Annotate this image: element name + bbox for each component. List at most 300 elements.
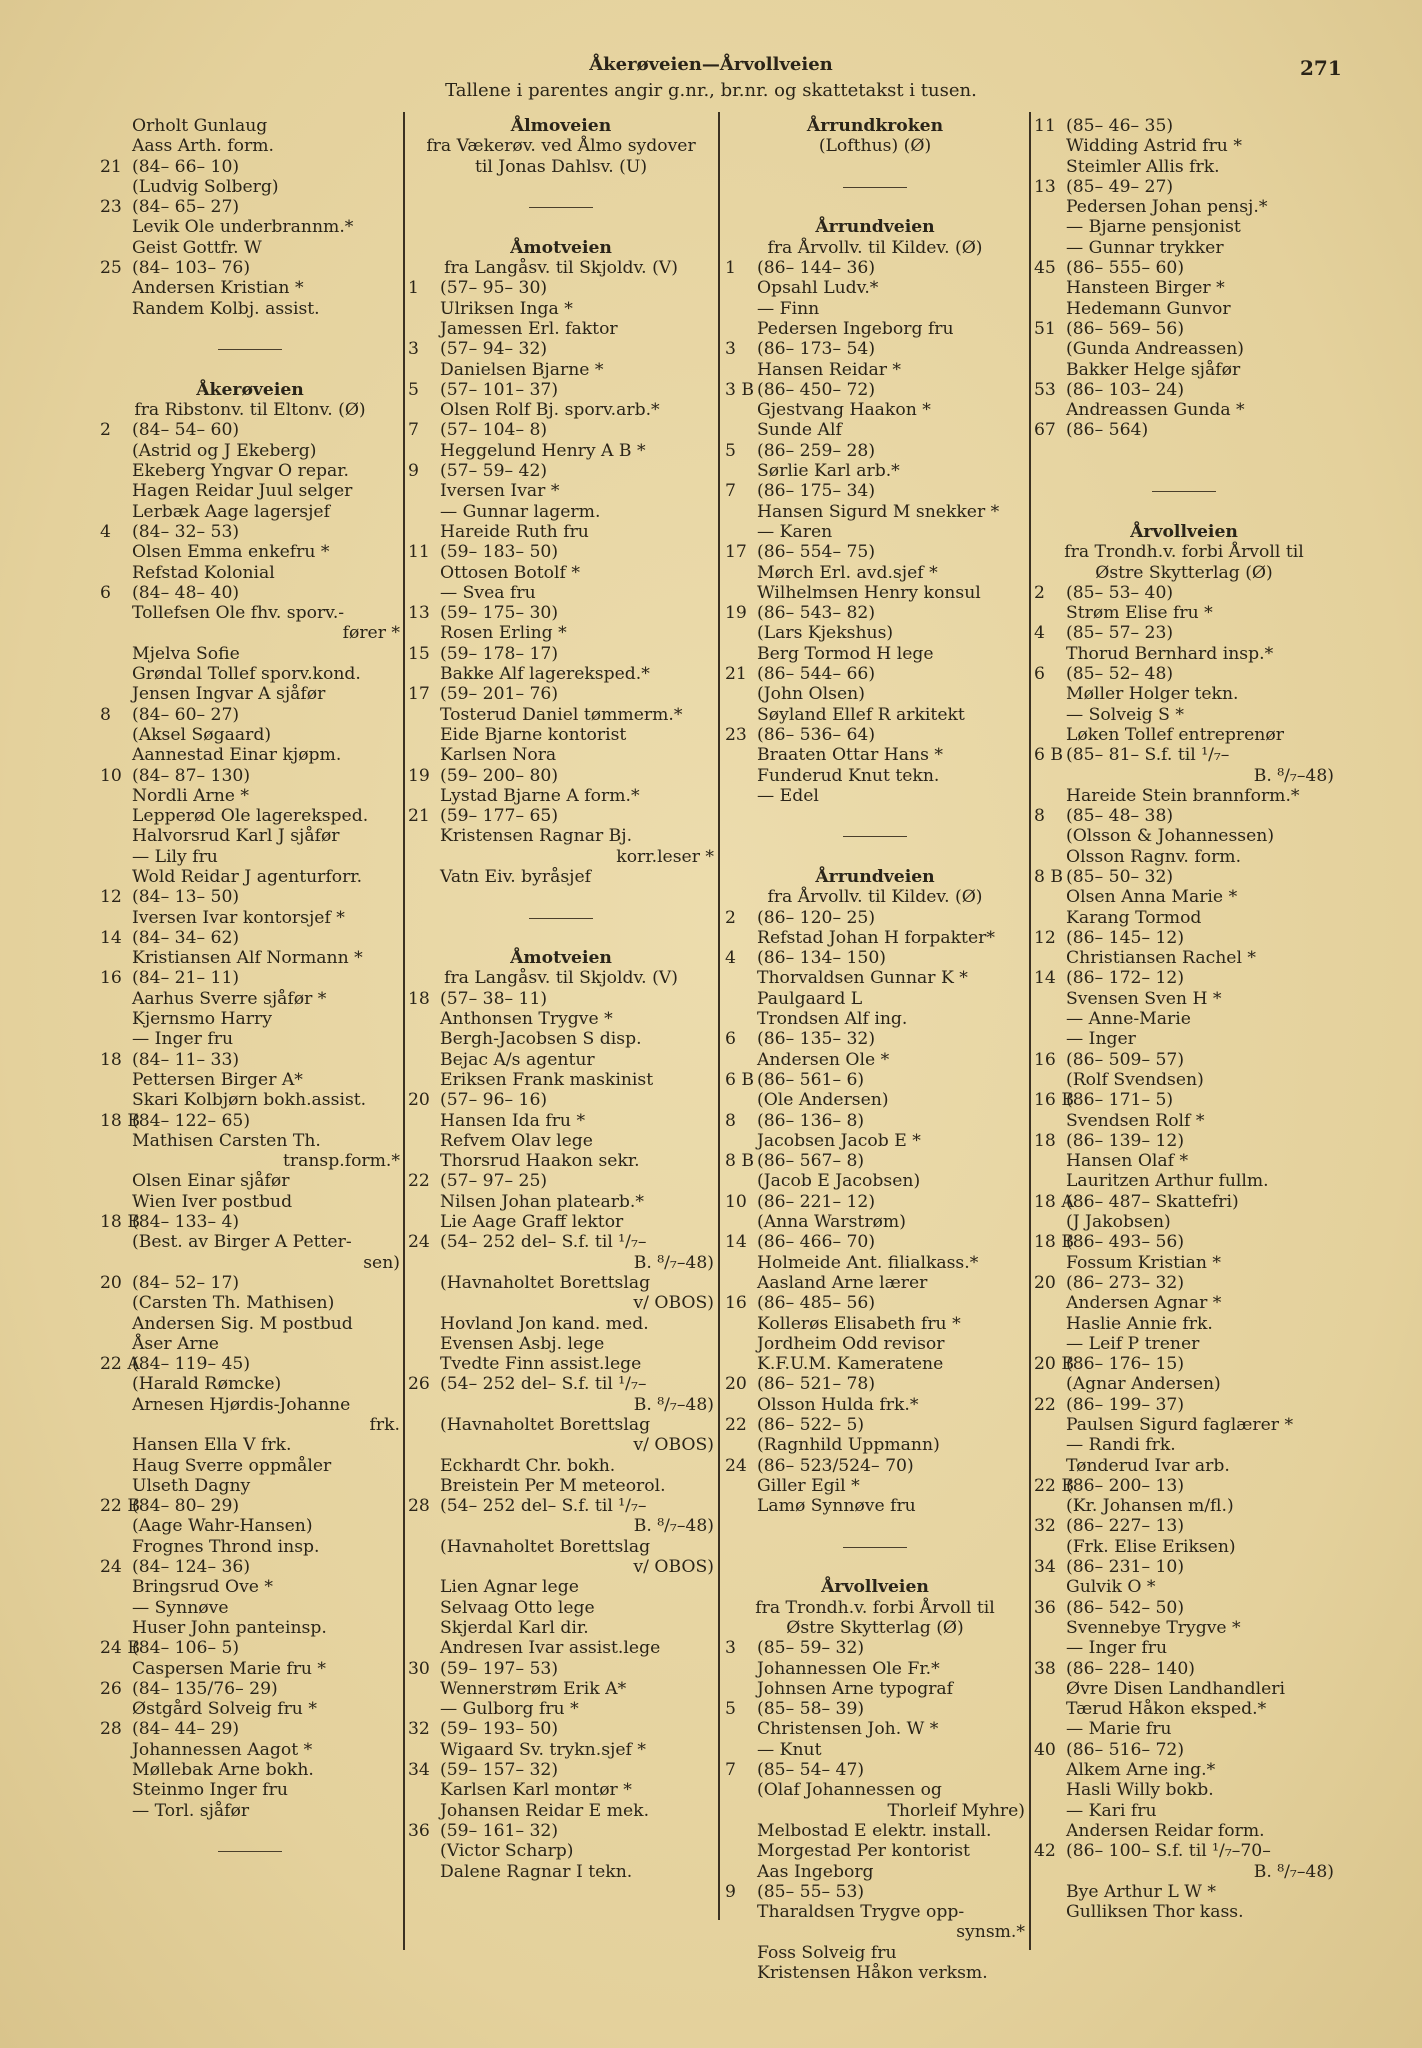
address-entry <box>725 1232 1025 1252</box>
resident-entry: Jamessen Erl. faktor <box>440 318 618 339</box>
property-info: (86– 199– 37) <box>1066 1394 1185 1415</box>
resident-entry: Bakke Alf lagereksped.* <box>440 664 650 685</box>
resident-entry: Bergh-Jacobsen S disp. <box>440 1029 642 1050</box>
house-number: 67 <box>1034 420 1056 441</box>
address-entry <box>100 1557 400 1577</box>
entry-continuation: synsm.* <box>956 1922 1025 1943</box>
house-number: 4 <box>1034 623 1045 644</box>
street-description: til Jonas Dahlsv. (U) <box>474 156 648 177</box>
address-entry <box>725 1151 1025 1171</box>
house-number: 3 B <box>725 379 755 400</box>
property-info: (86– 135– 32) <box>757 1029 876 1050</box>
resident-entry: Johannessen Ole Fr.* <box>757 1658 940 1679</box>
spacer <box>408 217 714 237</box>
resident-entry: (Lars Kjekshus) <box>757 623 894 644</box>
resident-entry: Eriksen Frank maskinist <box>440 1069 654 1090</box>
resident-entry: Trondsen Alf ing. <box>757 1009 908 1030</box>
house-number: 20 B <box>1034 1354 1074 1375</box>
spacer <box>725 197 1025 217</box>
resident-entry: Svensen Sven H * <box>1066 988 1222 1009</box>
resident-entry: Wigaard Sv. trykn.sjef * <box>440 1739 646 1760</box>
resident-entry: Øvre Disen Landhandleri <box>1066 1678 1285 1699</box>
address-entry <box>725 1882 1025 1902</box>
house-number: 10 <box>100 765 122 786</box>
resident-entry: Pettersen Birger A* <box>132 1069 303 1090</box>
spacer <box>408 177 714 197</box>
resident-entry: Wien Iver postbud <box>132 1191 293 1212</box>
property-info: (57– 101– 37) <box>440 379 559 400</box>
house-number: 20 <box>408 1090 430 1111</box>
property-info: (85– 48– 38) <box>1066 806 1174 827</box>
resident-entry: Haslie Annie frk. <box>1066 1313 1213 1334</box>
property-info: (86– 227– 13) <box>1066 1516 1185 1537</box>
house-number: 22 B <box>1034 1475 1074 1496</box>
spacer <box>1034 461 1334 481</box>
house-number: 53 <box>1034 379 1056 400</box>
property-info: (59– 197– 53) <box>440 1658 559 1679</box>
house-number: 6 <box>1034 664 1045 685</box>
house-number: 21 <box>100 156 122 177</box>
property-info: (85– 55– 53) <box>757 1881 865 1902</box>
resident-entry: Wold Reidar J agenturforr. <box>132 866 363 887</box>
resident-entry: Gulvik O * <box>1066 1577 1156 1598</box>
section-separator <box>408 197 714 217</box>
address-entry <box>725 664 1025 684</box>
resident-entry: Møller Holger tekn. <box>1066 684 1239 705</box>
resident-entry: Sørlie Karl arb.* <box>757 461 900 482</box>
resident-entry: Hansen Ida fru * <box>440 1110 586 1131</box>
resident-entry: (Carsten Th. Mathisen) <box>132 1293 335 1314</box>
house-number: 25 <box>100 258 122 279</box>
house-number: 5 <box>408 379 419 400</box>
entry-continuation: B. ⁸/₇–48) <box>633 1394 714 1415</box>
property-info: (86– 522– 5) <box>757 1415 865 1435</box>
resident-entry: Hedemann Gunvor <box>1066 298 1231 319</box>
resident-entry: — Leif P trener <box>1066 1333 1200 1354</box>
resident-entry: (Gunda Andreassen) <box>1066 339 1244 360</box>
street-description: fra Langåsv. til Skjoldv. (V) <box>444 258 678 279</box>
resident-entry: Kristiansen Alf Normann * <box>132 948 363 969</box>
property-info: (59– 161– 32) <box>440 1820 559 1841</box>
resident-entry: Paulsen Sigurd faglærer * <box>1066 1415 1294 1435</box>
resident-entry: Lauritzen Arthur fullm. <box>1066 1171 1269 1192</box>
resident-entry: Holmeide Ant. filialkass.* <box>757 1252 979 1273</box>
house-number: 20 <box>100 1272 122 1293</box>
column-2 <box>408 116 714 1882</box>
resident-entry: — Torl. sjåfør <box>132 1800 250 1821</box>
resident-entry: Andersen Agnar * <box>1066 1293 1222 1314</box>
property-info: (57– 104– 8) <box>440 420 548 441</box>
resident-entry: Ottosen Botolf * <box>440 562 580 583</box>
house-number: 26 <box>408 1374 430 1395</box>
address-entry <box>100 583 400 603</box>
section-separator <box>725 177 1025 197</box>
resident-entry: Christensen Joh. W * <box>757 1719 939 1740</box>
resident-entry: Halvorsrud Karl J sjåfør <box>132 826 340 847</box>
house-number: 4 <box>100 521 111 542</box>
resident-entry: Mjelva Sofie <box>132 643 240 664</box>
property-info: (59– 200– 80) <box>440 765 559 786</box>
house-number: 10 <box>725 1191 747 1212</box>
column-4 <box>1034 116 1334 1922</box>
house-number: 21 <box>725 664 747 685</box>
street-heading: Årvollveien <box>821 1577 929 1598</box>
house-number: 18 <box>1034 1130 1056 1151</box>
resident-entry: Hansen Sigurd M snekker * <box>757 501 1000 522</box>
house-number: 23 <box>725 724 747 745</box>
resident-entry: Aas Ingeborg <box>757 1861 874 1882</box>
resident-entry: Ulseth Dagny <box>132 1475 251 1496</box>
resident-entry: Pedersen Ingeborg fru <box>757 318 954 339</box>
street-description: fra Årvollv. til Kildev. (Ø) <box>767 237 983 258</box>
resident-entry: — Svea fru <box>440 582 536 603</box>
address-entry <box>1034 1050 1334 1070</box>
resident-entry: Refvem Olav lege <box>440 1130 593 1151</box>
resident-entry: — Marie fru <box>1066 1719 1172 1740</box>
address-entry <box>725 1699 1025 1719</box>
section-separator <box>725 1537 1025 1557</box>
property-info: (59– 201– 76) <box>440 684 559 705</box>
resident-entry: Eide Bjarne kontorist <box>440 724 627 745</box>
resident-entry: Tvedte Finn assist.lege <box>440 1354 642 1375</box>
resident-entry: Skari Kolbjørn bokh.assist. <box>132 1090 367 1111</box>
house-number: 24 <box>408 1232 430 1253</box>
house-number: 13 <box>408 603 430 624</box>
property-info: (84– 21– 11) <box>132 968 240 989</box>
resident-entry: Lepperød Ole lagereksped. <box>132 806 369 827</box>
address-entry <box>100 157 400 177</box>
resident-entry: — Inger fru <box>1066 1638 1168 1659</box>
resident-entry: — Finn <box>757 298 820 319</box>
address-entry <box>408 461 714 481</box>
address-entry <box>408 1232 714 1252</box>
address-entry <box>100 197 400 217</box>
house-number: 1 <box>725 258 736 279</box>
house-number: 32 <box>1034 1516 1056 1537</box>
house-number: 15 <box>408 643 430 664</box>
house-number: 18 B <box>1034 1232 1074 1253</box>
resident-entry: Aarhus Sverre sjåfør * <box>132 988 327 1009</box>
resident-entry: (Ole Andersen) <box>757 1090 889 1111</box>
resident-entry: Hansen Ella V frk. <box>132 1435 292 1456</box>
street-description: fra Vækerøv. ved Ålmo sydover <box>426 136 696 157</box>
address-entry <box>725 1192 1025 1212</box>
house-number: 51 <box>1034 318 1056 339</box>
address-entry <box>1034 1841 1334 1861</box>
property-info: (86– 221– 12) <box>757 1191 876 1212</box>
house-number: 42 <box>1034 1841 1056 1862</box>
property-info: (86– 564) <box>1066 420 1149 441</box>
property-info: (59– 178– 17) <box>440 643 559 664</box>
address-entry <box>100 1050 400 1070</box>
address-entry <box>725 908 1025 928</box>
entry-continuation: v/ OBOS) <box>633 1293 714 1314</box>
resident-entry: Kollerøs Elisabeth fru * <box>757 1313 961 1334</box>
house-number: 3 <box>725 339 736 360</box>
address-entry <box>408 1374 714 1394</box>
page-title: Åkerøveien—Årvollveien <box>589 54 833 75</box>
resident-entry: (Jacob E Jacobsen) <box>757 1171 921 1192</box>
resident-entry: Iversen Ivar kontorsjef * <box>132 907 345 928</box>
resident-entry: Åser Arne <box>132 1333 219 1354</box>
house-number: 7 <box>725 1760 736 1781</box>
resident-entry: Wennerstrøm Erik A* <box>440 1678 627 1699</box>
house-number: 6 B <box>1034 745 1064 766</box>
property-info: (59– 157– 32) <box>440 1760 559 1781</box>
property-info: (85– 53– 40) <box>1066 582 1174 603</box>
resident-entry: — Synnøve <box>132 1597 229 1618</box>
resident-entry: Lystad Bjarne A form.* <box>440 785 640 806</box>
resident-entry: Thorud Bernhard insp.* <box>1066 643 1274 664</box>
street-heading: Årrundkroken <box>806 116 944 136</box>
resident-entry: Lamø Synnøve fru <box>757 1496 916 1517</box>
address-entry <box>1034 1740 1334 1760</box>
street-heading: Åkerøveien <box>196 379 304 400</box>
spacer <box>408 887 714 907</box>
address-entry <box>725 1760 1025 1780</box>
resident-entry: Svennebye Trygve * <box>1066 1617 1241 1638</box>
house-number: 2 <box>1034 582 1045 603</box>
house-number: 22 A <box>100 1354 140 1375</box>
property-info: (84– 103– 76) <box>132 258 251 279</box>
property-info: (86– 144– 36) <box>757 258 876 279</box>
house-number: 34 <box>1034 1557 1056 1578</box>
resident-entry: Lie Aage Graff lektor <box>440 1212 624 1233</box>
resident-entry: Anthonsen Trygve * <box>440 1009 613 1030</box>
address-entry <box>100 1212 400 1232</box>
entry-continuation: sen) <box>363 1252 400 1273</box>
property-info: (54– 252 del– S.f. til ¹/₇– <box>440 1496 647 1517</box>
resident-entry: — Solveig S * <box>1066 704 1184 725</box>
resident-entry: Jensen Ingvar A sjåfør <box>132 684 326 705</box>
property-info: (86– 200– 13) <box>1066 1475 1185 1496</box>
resident-entry: Orholt Gunlaug <box>132 116 268 136</box>
house-number: 4 <box>725 948 736 969</box>
house-number: 9 <box>408 461 419 482</box>
address-entry <box>408 684 714 704</box>
street-description: Østre Skytterlag (Ø) <box>1095 562 1273 583</box>
property-info: (86– 173– 54) <box>757 339 876 360</box>
house-number: 16 <box>100 968 122 989</box>
property-info: (84– 80– 29) <box>132 1496 240 1517</box>
resident-entry: (J Jakobsen) <box>1066 1212 1171 1233</box>
resident-entry: (Rolf Svendsen) <box>1066 1069 1204 1090</box>
resident-entry: Braaten Ottar Hans * <box>757 745 943 766</box>
property-info: (84– 122– 65) <box>132 1110 251 1131</box>
resident-entry: Widding Astrid fru * <box>1066 136 1242 157</box>
property-info: (59– 175– 30) <box>440 603 559 624</box>
resident-entry: Svendsen Rolf * <box>1066 1110 1205 1131</box>
resident-entry: Evensen Asbj. lege <box>440 1333 605 1354</box>
address-entry <box>1034 116 1334 136</box>
resident-entry: Morgestad Per kontorist <box>757 1841 970 1862</box>
property-info: (84– 32– 53) <box>132 521 240 542</box>
address-entry <box>725 441 1025 461</box>
house-number: 8 <box>100 704 111 725</box>
address-entry <box>725 258 1025 278</box>
resident-entry: Opsahl Ludv.* <box>757 278 879 299</box>
resident-entry: Selvaag Otto lege <box>440 1597 595 1618</box>
resident-entry: Tosterud Daniel tømmerm.* <box>440 704 683 725</box>
spacer <box>1034 441 1334 461</box>
property-info: (84– 60– 27) <box>132 704 240 725</box>
address-entry <box>1034 1192 1334 1212</box>
property-info: (86– 231– 10) <box>1066 1557 1185 1578</box>
address-entry <box>100 258 400 278</box>
resident-entry: — Gunnar lagerm. <box>440 501 601 522</box>
resident-entry: — Inger fru <box>132 1029 234 1050</box>
resident-entry: Jordheim Odd revisor <box>757 1333 945 1354</box>
resident-entry: Karlsen Nora <box>440 745 557 766</box>
resident-entry: Heggelund Henry A B * <box>440 440 646 461</box>
property-info: (57– 59– 42) <box>440 461 548 482</box>
address-entry <box>1034 319 1334 339</box>
resident-entry: Christiansen Rachel * <box>1066 948 1257 969</box>
resident-entry: Funderud Knut tekn. <box>757 765 940 786</box>
house-number: 13 <box>1034 176 1056 197</box>
property-info: (85– 81– S.f. til ¹/₇– <box>1066 745 1230 766</box>
property-info: (85– 49– 27) <box>1066 176 1174 197</box>
resident-entry: Olsson Ragnv. form. <box>1066 846 1242 867</box>
property-info: (84– 124– 36) <box>132 1557 251 1578</box>
resident-entry: Nordli Arne * <box>132 785 249 806</box>
spacer <box>725 847 1025 867</box>
address-entry <box>725 1293 1025 1313</box>
property-info: (57– 97– 25) <box>440 1171 548 1192</box>
section-separator <box>100 339 400 359</box>
house-number: 18 B <box>100 1212 140 1233</box>
resident-entry: Tharaldsen Trygve opp- <box>757 1902 965 1923</box>
address-entry <box>725 1415 1025 1435</box>
resident-entry: Giller Egil * <box>757 1475 860 1496</box>
resident-entry: Eckhardt Chr. bokh. <box>440 1455 616 1476</box>
address-entry <box>100 1638 400 1658</box>
house-number: 18 <box>100 1049 122 1070</box>
address-entry <box>725 1456 1025 1476</box>
property-info: (86– 145– 12) <box>1066 927 1185 948</box>
resident-entry: Hansteen Birger * <box>1066 278 1225 299</box>
resident-entry: Refstad Kolonial <box>132 562 275 583</box>
resident-entry: Andersen Reidar form. <box>1066 1820 1265 1841</box>
property-info: (86– 493– 56) <box>1066 1232 1185 1253</box>
spacer <box>100 360 400 380</box>
resident-entry: Gulliksen Thor kass. <box>1066 1902 1244 1923</box>
property-info: (86– 176– 15) <box>1066 1354 1185 1375</box>
property-info: (59– 193– 50) <box>440 1719 559 1740</box>
street-description: fra Trondh.v. forbi Årvoll til <box>755 1597 995 1618</box>
resident-entry: Randem Kolbj. assist. <box>132 298 320 319</box>
address-entry <box>725 1638 1025 1658</box>
house-number: 23 <box>100 197 122 218</box>
property-info: (84– 133– 4) <box>132 1212 240 1233</box>
property-info: (86– 554– 75) <box>757 542 876 563</box>
spacer <box>725 1516 1025 1536</box>
resident-entry: — Kari fru <box>1066 1800 1157 1821</box>
property-info: (86– 569– 56) <box>1066 318 1185 339</box>
resident-entry: Johansen Reidar E mek. <box>440 1800 650 1821</box>
entry-continuation: v/ OBOS) <box>633 1557 714 1578</box>
address-entry <box>100 968 400 988</box>
property-info: (85– 54– 47) <box>757 1760 865 1781</box>
resident-entry: Levik Ole underbrannm.* <box>132 217 354 238</box>
resident-entry: Haug Sverre oppmåler <box>132 1455 332 1476</box>
resident-entry: (Ludvig Solberg) <box>132 176 279 197</box>
resident-entry: — Knut <box>757 1739 822 1760</box>
resident-entry: — Randi frk. <box>1066 1435 1176 1456</box>
resident-entry: Ekeberg Yngvar O repar. <box>132 461 350 482</box>
spacer <box>725 1557 1025 1577</box>
house-number: 22 <box>408 1171 430 1192</box>
address-entry <box>100 1719 400 1739</box>
street-heading: Åmotveien <box>510 237 612 258</box>
section-separator <box>408 908 714 928</box>
resident-entry: Dalene Ragnar I tekn. <box>440 1861 633 1882</box>
house-number: 18 A <box>1034 1191 1074 1212</box>
resident-entry: (Harald Rømcke) <box>132 1374 282 1395</box>
property-info: (84– 48– 40) <box>132 582 240 603</box>
resident-entry: Breistein Per M meteorol. <box>440 1475 666 1496</box>
resident-entry: Refstad Johan H forpakter* <box>757 927 995 948</box>
house-number: 16 <box>1034 1049 1056 1070</box>
address-entry <box>408 806 714 826</box>
resident-entry: Kristensen Ragnar Bj. <box>440 826 633 847</box>
resident-entry: Melbostad E elektr. install. <box>757 1820 992 1841</box>
resident-entry: Jacobsen Jacob E * <box>757 1130 921 1151</box>
house-number: 34 <box>408 1760 430 1781</box>
property-info: (84– 44– 29) <box>132 1719 240 1740</box>
house-number: 16 <box>725 1293 747 1314</box>
resident-entry: Steinmo Inger fru <box>132 1780 288 1801</box>
resident-entry: Bye Arthur L W * <box>1066 1881 1216 1902</box>
resident-entry: — Bjarne pensjonist <box>1066 217 1241 238</box>
address-entry <box>1034 745 1334 765</box>
property-info: (86– 259– 28) <box>757 440 876 461</box>
property-info: (86– 523/524– 70) <box>757 1455 914 1476</box>
street-heading: Årrundveien <box>815 866 935 887</box>
resident-entry: Huser John panteinsp. <box>132 1617 327 1638</box>
property-info: (59– 177– 65) <box>440 806 559 827</box>
house-number: 11 <box>408 542 430 563</box>
house-number: 3 <box>408 339 419 360</box>
address-entry <box>1034 1659 1334 1679</box>
resident-entry: Arnesen Hjørdis-Johanne <box>132 1394 351 1415</box>
house-number: 5 <box>725 1699 736 1720</box>
spacer <box>100 1821 400 1841</box>
section-separator <box>100 1841 400 1861</box>
resident-entry: (Agnar Andersen) <box>1066 1374 1221 1395</box>
address-entry <box>1034 1516 1334 1536</box>
resident-entry: Grøndal Tollef sporv.kond. <box>132 664 361 685</box>
property-info: (84– 135/76– 29) <box>132 1678 278 1699</box>
resident-entry: Bakker Helge sjåfør <box>1066 359 1241 380</box>
resident-entry: Mathisen Carsten Th. <box>132 1130 321 1151</box>
house-number: 2 <box>100 420 111 441</box>
entry-continuation: v/ OBOS) <box>633 1435 714 1456</box>
resident-entry: Hareide Ruth fru <box>440 521 589 542</box>
resident-entry: — Gulborg fru * <box>440 1699 579 1720</box>
spacer <box>1034 502 1334 522</box>
property-info: (85– 50– 32) <box>1066 866 1174 887</box>
property-info: (84– 106– 5) <box>132 1638 240 1659</box>
house-number: 1 <box>408 278 419 299</box>
resident-entry: Søyland Ellef R arkitekt <box>757 704 965 725</box>
house-number: 26 <box>100 1678 122 1699</box>
resident-entry: (Astrid og J Ekeberg) <box>132 440 317 461</box>
address-entry <box>408 542 714 562</box>
property-info: (86– 561– 6) <box>757 1069 865 1090</box>
house-number: 22 B <box>100 1496 140 1517</box>
resident-entry: Hareide Stein brannform.* <box>1066 785 1300 806</box>
